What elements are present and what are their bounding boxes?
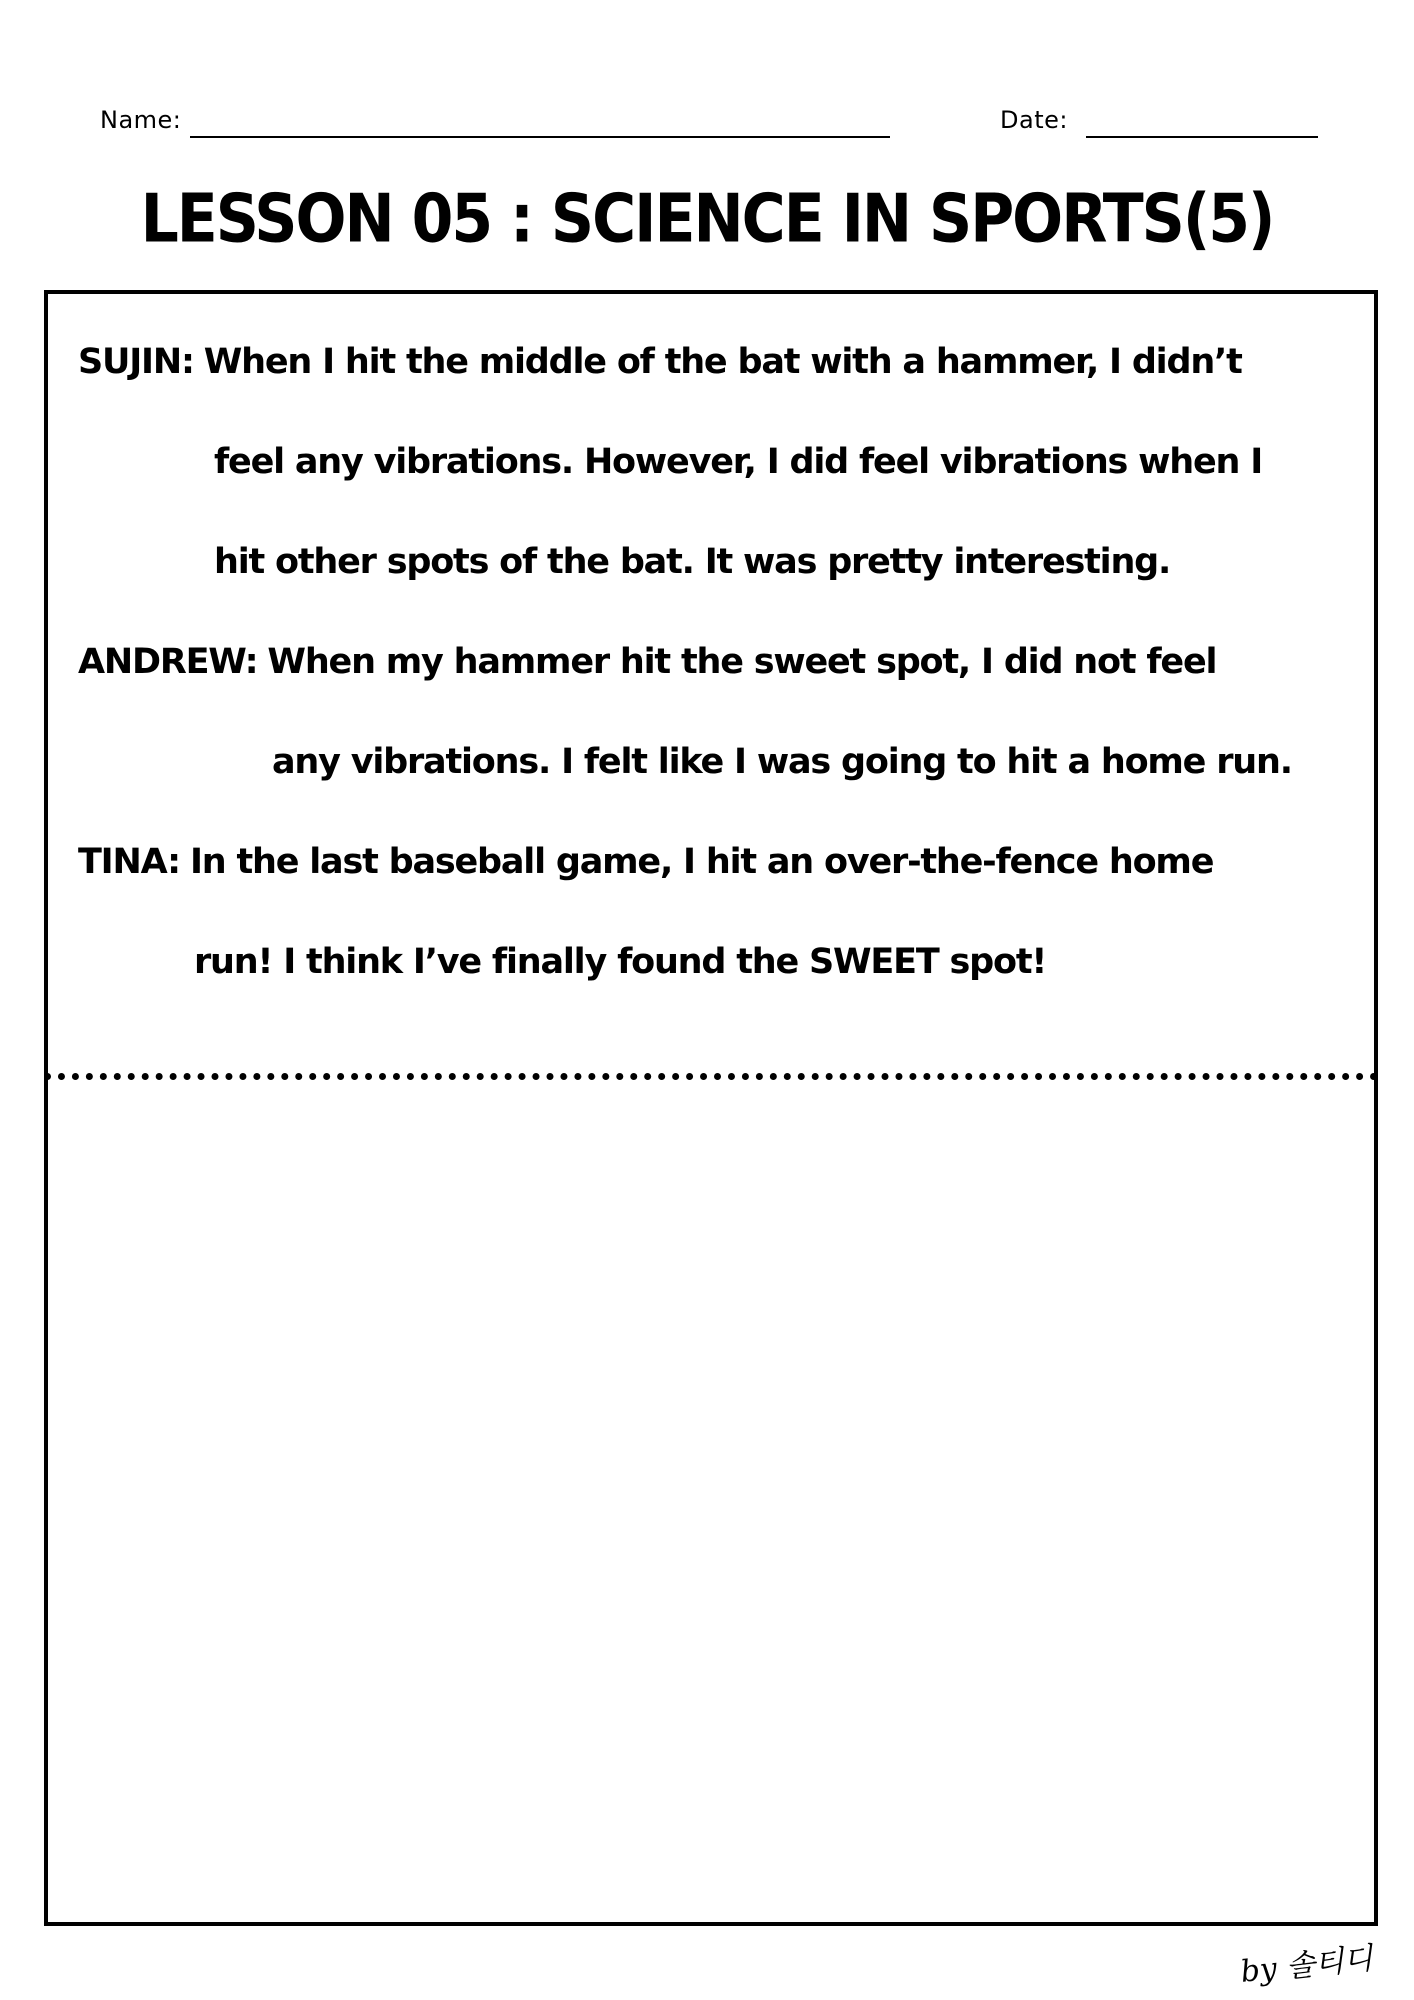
dialogue-text: hit other spots of the bat. It was pretty interesting. [214, 542, 1171, 582]
writing-area[interactable] [48, 1084, 1374, 1924]
date-label: Date: [1000, 106, 1068, 134]
dialogue-line [78, 512, 1368, 612]
speaker-tina: TINA: [78, 842, 180, 882]
dialogue-line [78, 812, 1368, 912]
speaker-sujin: SUJIN: [78, 342, 194, 382]
author-signature: by 솔티디 [1238, 1941, 1375, 1990]
dialogue-text: When I hit the middle of the bat with a hammer, I didn’t [203, 342, 1242, 382]
dotted-divider [44, 1073, 1378, 1080]
date-field[interactable] [1086, 136, 1318, 138]
dialogue-text: any vibrations. I felt like I was going to hit a home run. [272, 742, 1292, 782]
dialogue-line [78, 712, 1368, 812]
dialogue-line [78, 412, 1368, 512]
dialogue-text: run! I think I’ve finally found the SWEET spot! [194, 942, 1047, 982]
dialogue-line [78, 312, 1368, 412]
dialogue-line [78, 912, 1368, 1012]
page-title: LESSON 05 : SCIENCE IN SPORTS(5) [140, 180, 1274, 259]
dialogue-text: When my hammer hit the sweet spot, I did not feel [267, 642, 1217, 682]
speaker-andrew: ANDREW: [78, 642, 258, 682]
worksheet-box [44, 290, 1378, 1926]
dialogue-text: feel any vibrations. However, I did feel vibrations when I [214, 442, 1263, 482]
dialogue-text: In the last baseball game, I hit an over-the-fence home [189, 842, 1214, 882]
name-field[interactable] [190, 136, 890, 138]
dialogue-section [78, 312, 1368, 1012]
name-label: Name: [100, 106, 182, 134]
dialogue-line [78, 612, 1368, 712]
